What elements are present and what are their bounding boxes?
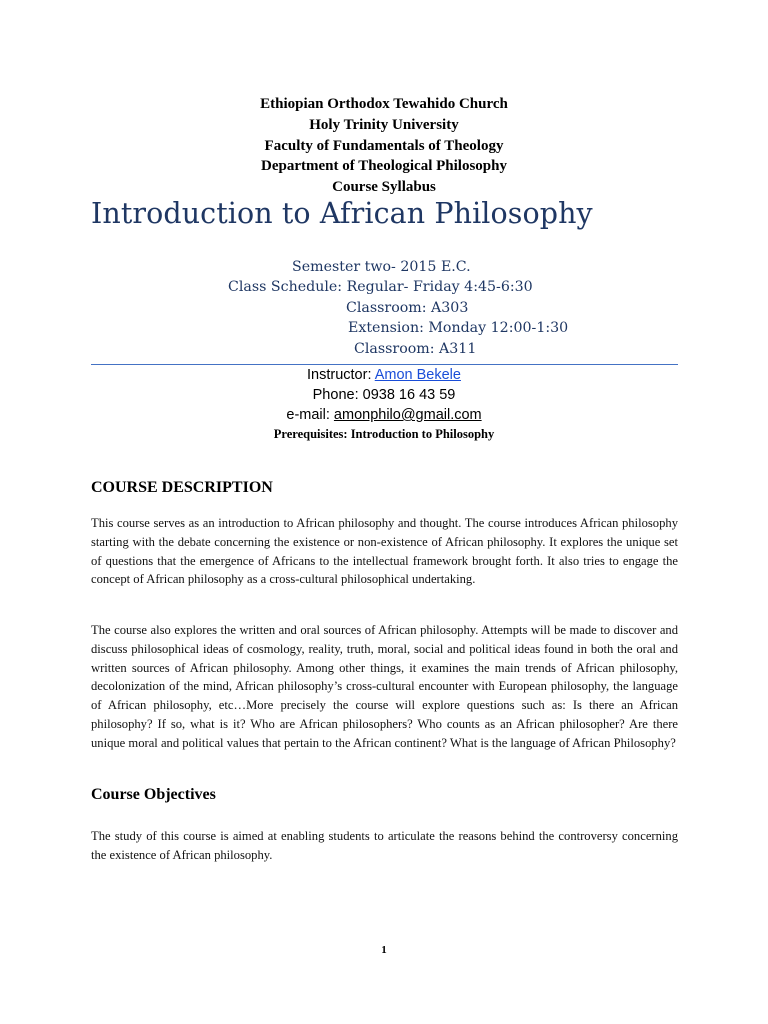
- course-description-paragraph-1: This course serves as an introduction to African philosophy and thought. The course introduces African philosophy starting with the debate concerning the existence or non-existence of African philosophy. It explores the unique set of questions that the emergence of Africans to the intellectual framework brought forth. It also tries to engage the concept of African philosophy as a cross-cultural philosophical undertaking.: [91, 516, 678, 587]
- regular-schedule: Class Schedule: Regular- Friday 4:45-6:30: [228, 279, 533, 295]
- course-objectives-paragraph: The study of this course is aimed at enabling students to articulate the reasons behind the controversy concerning the existence of African philosophy.: [91, 829, 678, 862]
- faculty-name: Faculty of Fundamentals of Theology: [264, 137, 504, 154]
- prerequisites: Prerequisites: Introduction to Philosophy: [273, 427, 495, 441]
- extension-classroom: Classroom: A311: [354, 341, 477, 357]
- document-type: Course Syllabus: [332, 179, 436, 196]
- extension-schedule: Extension: Monday 12:00-1:30: [348, 320, 569, 336]
- page-title: Introduction to African Philosophy: [91, 197, 593, 230]
- instructor-name-link[interactable]: Amon Bekele: [374, 367, 461, 383]
- page-number: 1: [381, 944, 387, 956]
- course-objectives-heading: Course Objectives: [91, 786, 216, 803]
- university-name: Holy Trinity University: [309, 116, 459, 133]
- phone-line: Phone: 0938 16 43 59: [312, 387, 456, 403]
- instructor-line: [0, 367, 768, 383]
- department-name: Department of Theological Philosophy: [261, 158, 507, 175]
- email-address: amonphilo@gmail.com: [333, 407, 482, 423]
- institution-header: [0, 94, 768, 198]
- email-label: e-mail:: [286, 407, 334, 423]
- regular-classroom: Classroom: A303: [346, 300, 469, 316]
- semester-line: Semester two- 2015 E.C.: [292, 259, 471, 275]
- church-name: Ethiopian Orthodox Tewahido Church: [260, 96, 508, 112]
- course-description-heading: COURSE DESCRIPTION: [91, 479, 273, 496]
- instructor-label: Instructor:: [307, 367, 375, 383]
- course-description-paragraph-2: The course also explores the written and oral sources of African philosophy. Attempts will be made to discover and discuss philosophical ideas of cosmology, reality, truth, moral, social and political ideas found in both the oral and written sources of African philosophy. Among other things, it examines the main trends of African philosophy, decolonization of the mind, African philosophy’s cross-cultural encounter with European philosophy, the language of African philosophy, etc…More precisely the course will explore questions such as: Is there an African philosophy? If so, what is it? Who are African philosophers? Who counts as an African philosopher? Are there unique moral and political values that pertain to the African continent? What is the language of African Philosophy?: [91, 623, 678, 750]
- email-line: [0, 407, 768, 423]
- section-divider: [91, 364, 678, 365]
